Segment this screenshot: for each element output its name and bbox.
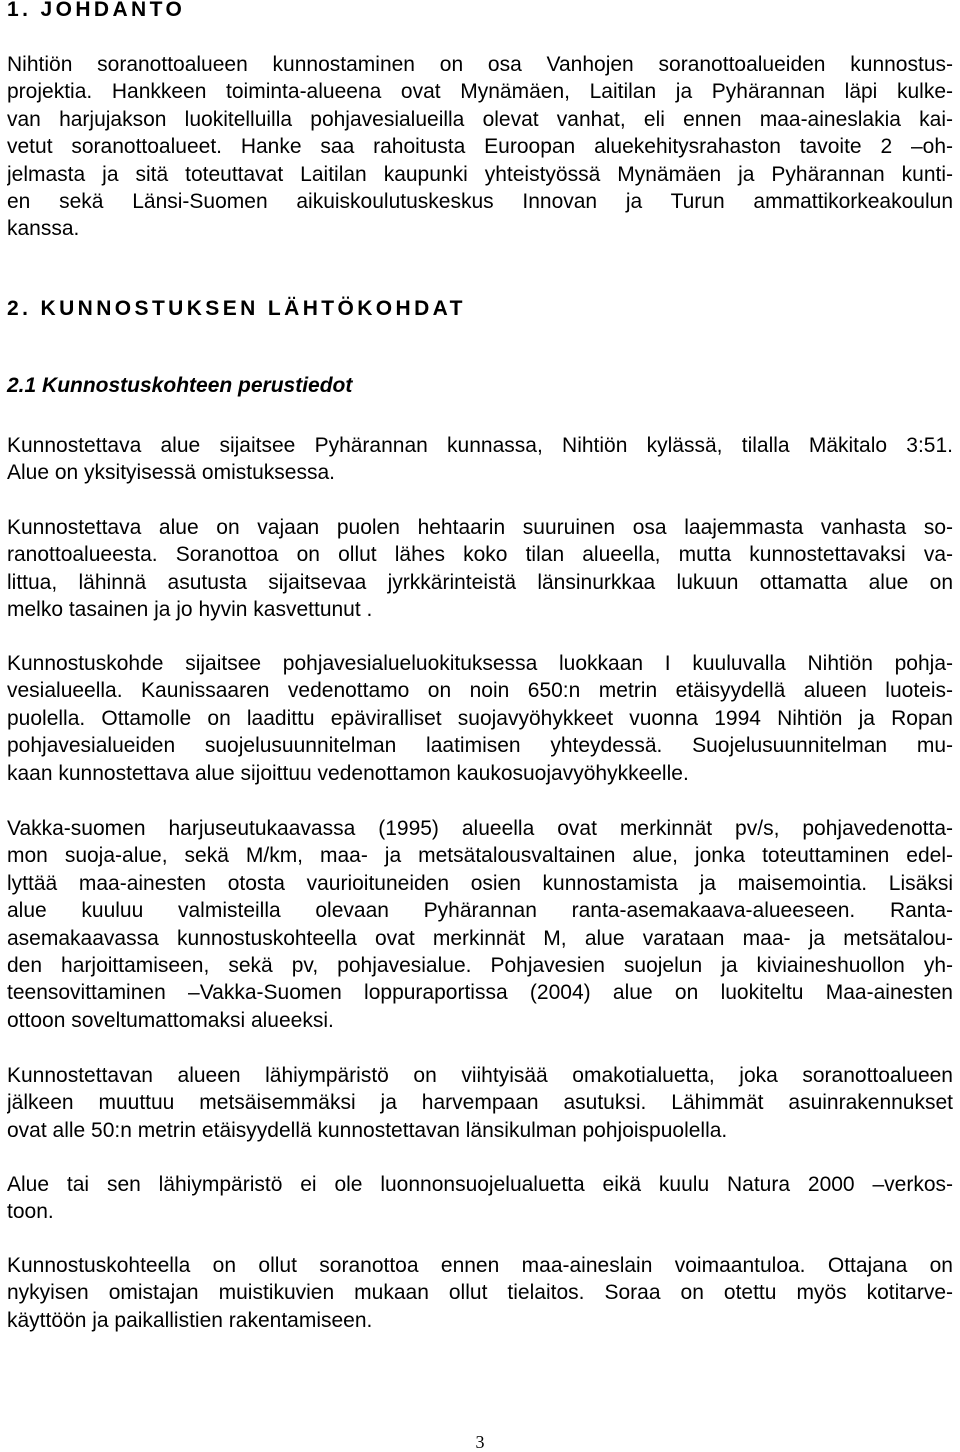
paragraph-line: vetut soranottoalueet. Hanke saa rahoitusta Euroopan aluekehitysrahaston tavoite 2 –oh-: [7, 135, 953, 159]
paragraph-6: [7, 1062, 953, 1144]
paragraph-line: vesialueella. Kaunissaaren vedenottamo on noin 650:n metrin etäisyydellä alueen luoteis-: [7, 679, 953, 703]
paragraph-line: alue kuuluu valmisteilla olevaan Pyhärannan ranta-asemakaava-alueeseen. Ranta-: [7, 899, 953, 923]
paragraph-line: den harjoittamiseen, sekä pv, pohjavesialue. Pohjavesien suojelun ja kiviaineshuollon yh-: [7, 953, 953, 977]
paragraph-line: ranottoalueesta. Soranottoa on ollut lähes koko tilan alueella, mutta kunnostettavaksi va-: [7, 543, 953, 567]
paragraph-line: ottoon soveltumattomaksi alueeksi.: [7, 1008, 334, 1032]
paragraph-line: teensovittaminen –Vakka-Suomen loppuraportissa (2004) alue on luokiteltu Maa-ainesten: [7, 981, 953, 1005]
paragraph-line: puolella. Ottamolle on laadittu epäviralliset suojavyöhykkeet vuonna 1994 Nihtiön ja Ropan: [7, 706, 953, 730]
paragraph-7: [7, 1171, 953, 1226]
paragraph-line: kanssa.: [7, 217, 80, 241]
paragraph-2: [7, 432, 953, 487]
paragraph-line: käyttöön ja paikallistien rakentamiseen.: [7, 1308, 373, 1332]
paragraph-line: littua, lähinnä asutusta sijaitsevaa jyrkkärinteistä länsinurkkaa lukuun ottamatta alue on: [7, 570, 953, 594]
paragraph-line: Kunnostettava alue on vajaan puolen hehtaarin suuruinen osa laajemmasta vanhasta so-: [7, 516, 953, 539]
paragraph-line: toon.: [7, 1200, 54, 1224]
paragraph-line: Kunnostuskohde sijaitsee pohjavesialueluokituksessa luokkaan I kuuluvalla Nihtiön pohja-: [7, 652, 953, 675]
paragraph-1: [7, 51, 953, 243]
paragraph-line: pohjavesialueiden suojelusuunnitelman laatimisen yhteydessä. Suojelusuunnitelman mu-: [7, 734, 953, 758]
paragraph-line: projektia. Hankkeen toiminta-alueena ovat Mynämäen, Laitilan ja Pyhärannan läpi kulke-: [7, 80, 953, 104]
paragraph-line: Kunnostettavan alueen lähiympäristö on viihtyisää omakotialuetta, joka soranottoalueen: [7, 1064, 953, 1087]
paragraph-line: asemakaavassa kunnostuskohteella ovat merkinnät M, alue varataan maa- ja metsätalou-: [7, 926, 953, 950]
paragraph-line: ovat alle 50:n metrin etäisyydellä kunnostettavan länsikulman pohjoispuolella.: [7, 1118, 728, 1142]
paragraph-4: [7, 650, 953, 787]
page-number: 3: [475, 1432, 485, 1452]
paragraph-line: en sekä Länsi-Suomen aikuiskoulutuskeskus Innovan ja Turun ammattikorkeakoulun: [7, 189, 953, 213]
paragraph-3: [7, 514, 953, 624]
paragraph-line: Kunnostettava alue sijaitsee Pyhärannan kunnassa, Nihtiön kylässä, tilalla Mäkitalo 3:51.: [7, 434, 953, 457]
paragraph-5: [7, 815, 953, 1034]
paragraph-line: melko tasainen ja jo hyvin kasvettunut .: [7, 598, 373, 622]
paragraph-line: Nihtiön soranottoalueen kunnostaminen on osa Vanhojen soranottoalueiden kunnostus-: [7, 53, 953, 76]
subsection-heading-basic-info: 2.1 Kunnostuskohteen perustiedot: [7, 374, 353, 397]
paragraph-line: jälkeen muuttuu metsäisemmäksi ja harvempaan asutuksi. Lähimmät asuinrakennukset: [7, 1091, 953, 1115]
paragraph-line: Kunnostuskohteella on ollut soranottoa ennen maa-aineslain voimaantuloa. Ottajana on: [7, 1254, 953, 1277]
paragraph-8: [7, 1252, 953, 1334]
paragraph-line: jelmasta ja sitä toteuttavat Laitilan kaupunki yhteistyössä Mynämäen ja Pyhärannan kunti-: [7, 162, 953, 186]
paragraph-line: Vakka-suomen harjuseutukaavassa (1995) alueella ovat merkinnät pv/s, pohjavedenotta-: [7, 817, 953, 840]
paragraph-line: Alue on yksityisessä omistuksessa.: [7, 461, 335, 485]
paragraph-line: lyttää maa-ainesten otosta vaurioituneiden osien kunnostamista ja maisemointia. Lisäksi: [7, 871, 953, 895]
section-heading-starting-points: 2. KUNNOSTUKSEN LÄHTÖKOHDAT: [7, 297, 466, 320]
section-heading-introduction: 1. JOHDANTO: [7, 0, 186, 21]
paragraph-line: mon suoja-alue, sekä M/km, maa- ja metsätalousvaltainen alue, jonka toteuttaminen edel-: [7, 844, 953, 868]
paragraph-line: kaan kunnostettava alue sijoittuu vedenottamon kaukosuojavyöhykkeelle.: [7, 761, 689, 785]
paragraph-line: Alue tai sen lähiympäristö ei ole luonnonsuojelualuetta eikä kuulu Natura 2000 –verkos-: [7, 1173, 953, 1196]
paragraph-line: nykyisen omistajan muistikuvien mukaan ollut tielaitos. Soraa on otettu myös kotitarve-: [7, 1281, 953, 1305]
paragraph-line: van harjujakson luokitelluilla pohjavesialueilla olevat vanhat, eli ennen maa-aineslakia kai-: [7, 107, 953, 131]
